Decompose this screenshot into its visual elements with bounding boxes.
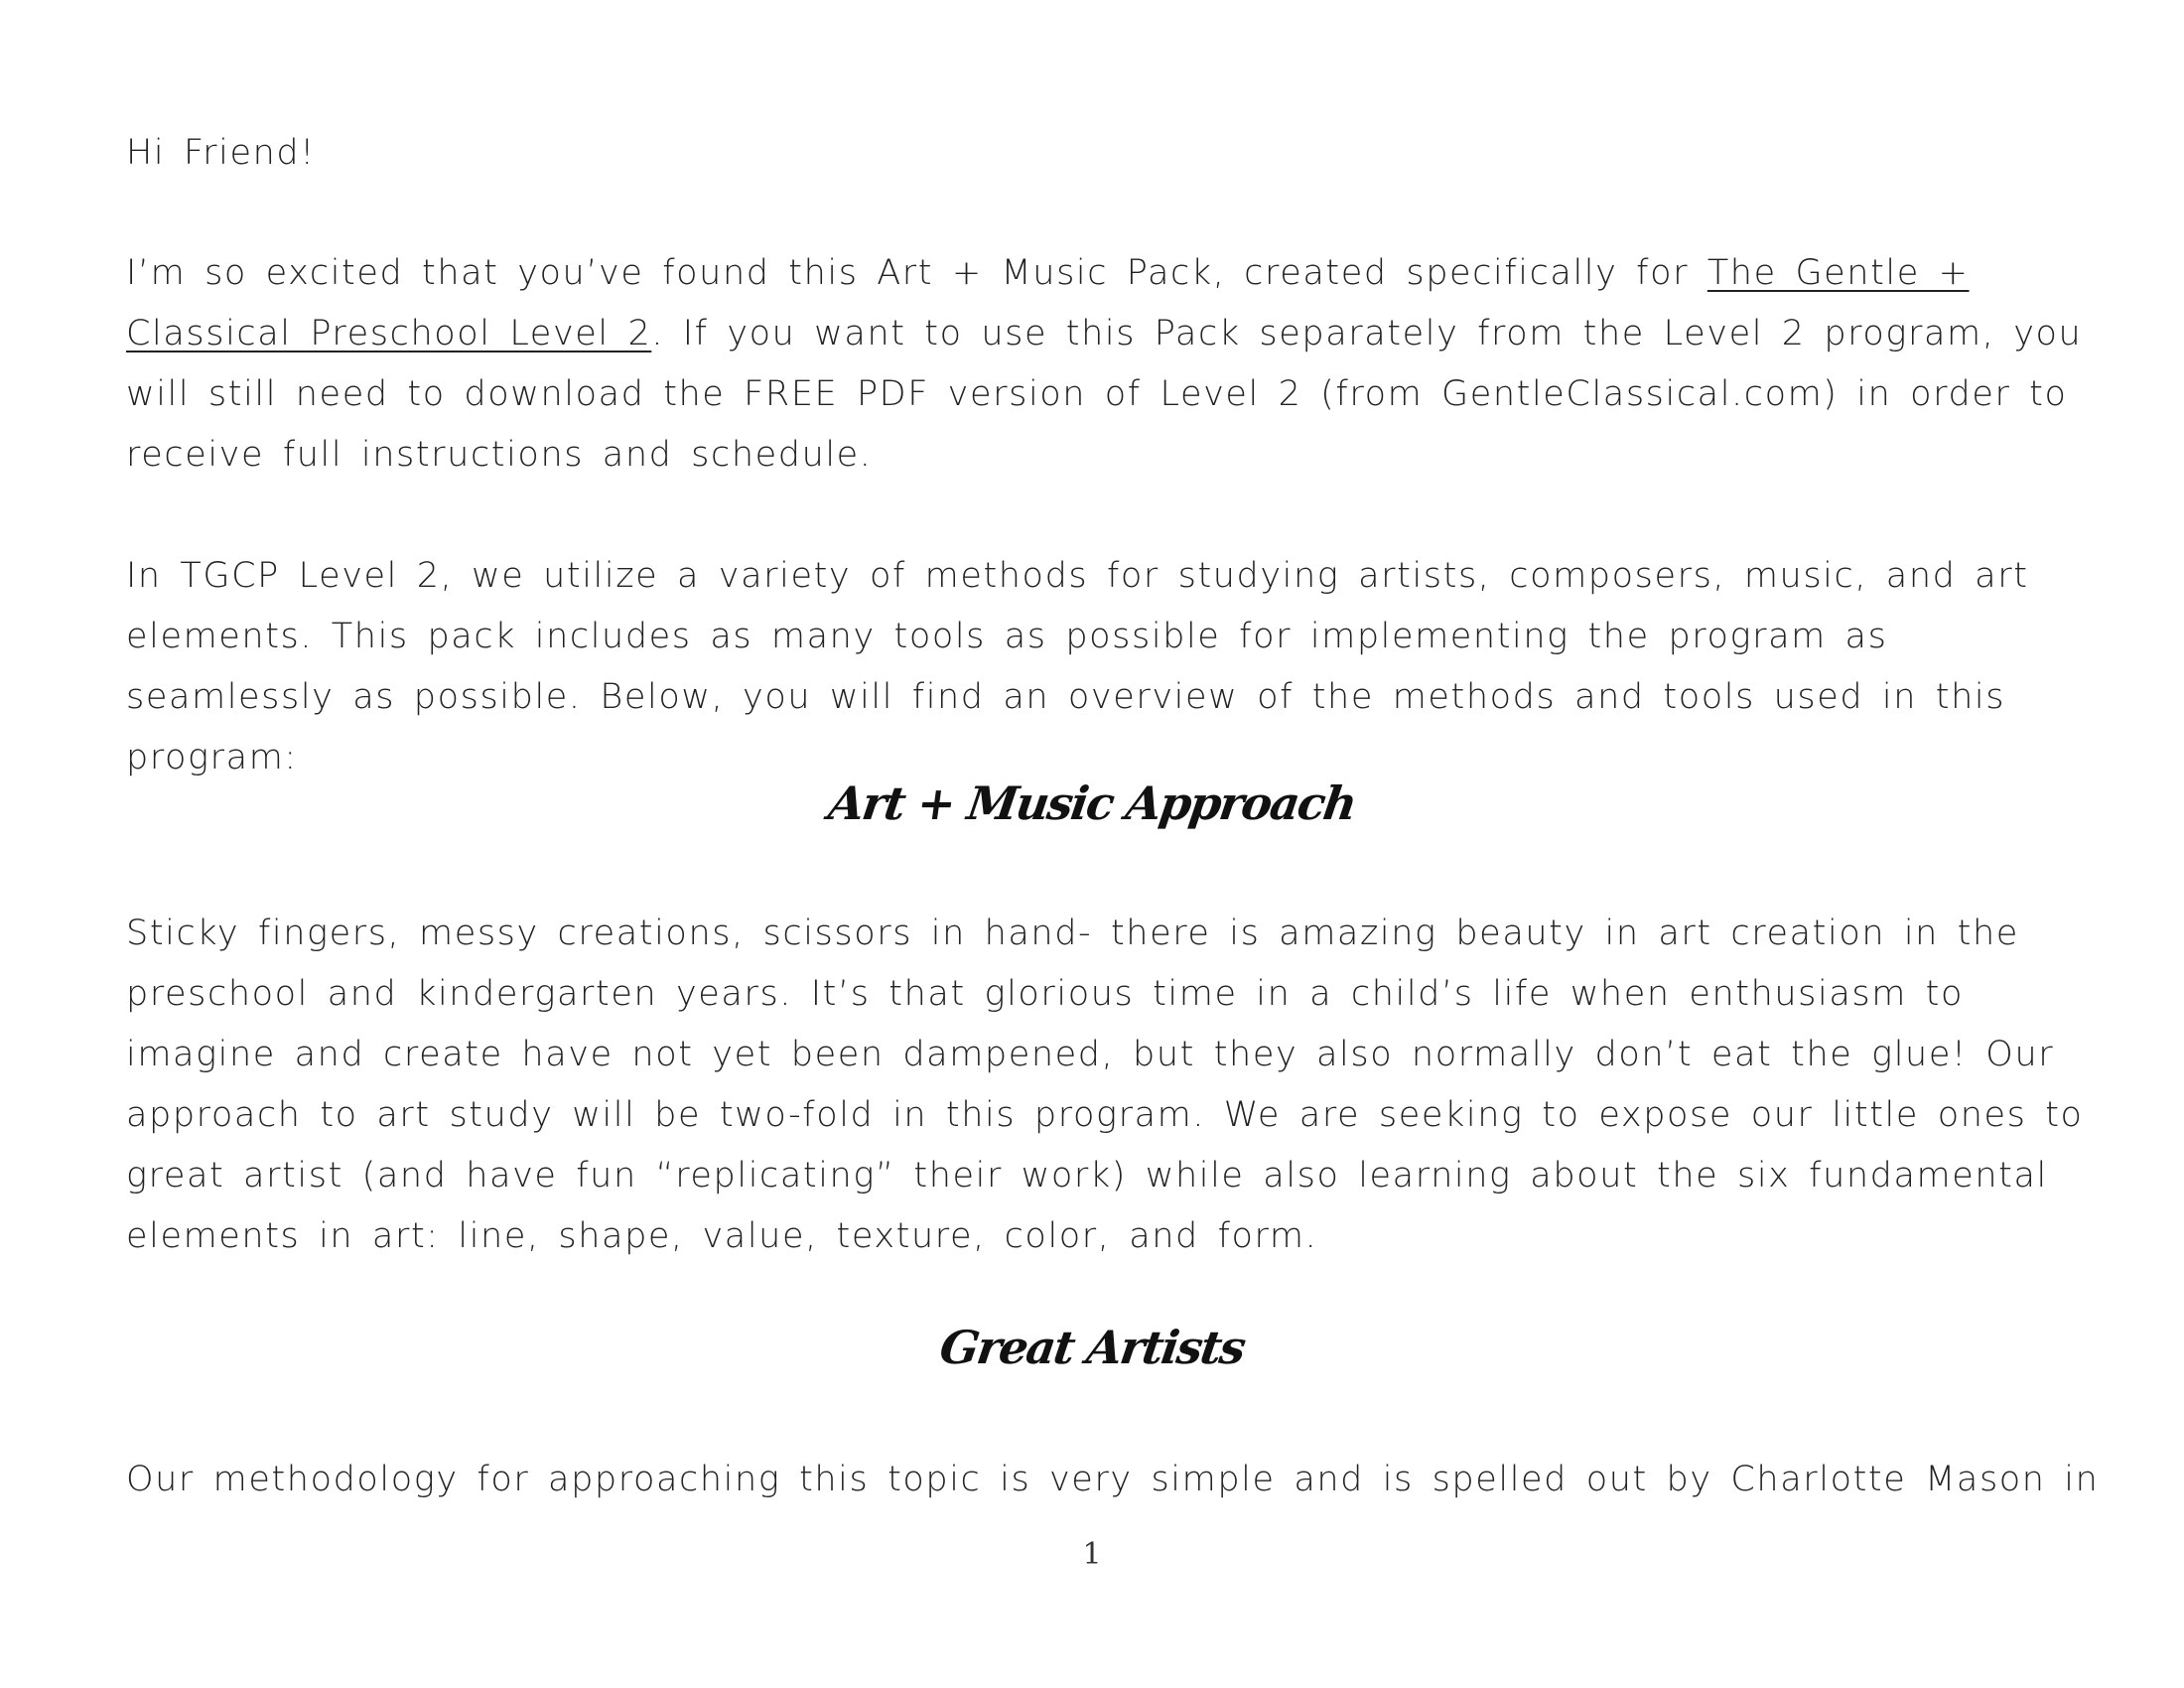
intro-paragraph <box>126 243 2102 486</box>
approach-paragraph: Sticky fingers, messy creations, scissors in hand- there is amazing beauty in art creation in the preschool and kindergarten years. It’s that glorious time in a child’s life when enthusiasm to imagine and create have not yet been dampened, but they also normally don’t eat the glue! Our approach to art study will be two-fold in this program. We are seeking to expose our little ones to great artist (and have fun “replicating” their work) while also learning about the six fundamental elements in art: line, shape, value, texture, color, and form. <box>126 914 2084 1256</box>
program-link[interactable]: The Gentle + Classical Preschool Level 2 <box>126 253 1970 353</box>
methods-paragraph: In TGCP Level 2, we utilize a variety of methods for studying artists, composers, music, and art elements. This pack includes as many tools as possible for implementing the program as seamlessly as possible. Below, you will find an overview of the methods and tools used in this program: <box>126 556 2029 777</box>
section-heading-great-artists: Great Artists <box>936 1321 1248 1374</box>
intro-text-after-link: . If you want to use this Pack separately from the Level 2 program, you will still need to download the FREE PDF version of Level 2 (from GentleClassical.com) in order to receive full instructions and schedule. <box>126 314 2083 475</box>
intro-text-before-link: I’m so excited that you’ve found this Art + Music Pack, created specifically for <box>126 253 1707 293</box>
section-heading-approach: Art + Music Approach <box>825 776 1359 830</box>
greeting: Hi Friend! <box>126 133 316 173</box>
page-number: 1 <box>1082 1537 1102 1572</box>
methodology-paragraph: Our methodology for approaching this topic is very simple and is spelled out by Charlotte Mason in <box>126 1460 2100 1499</box>
